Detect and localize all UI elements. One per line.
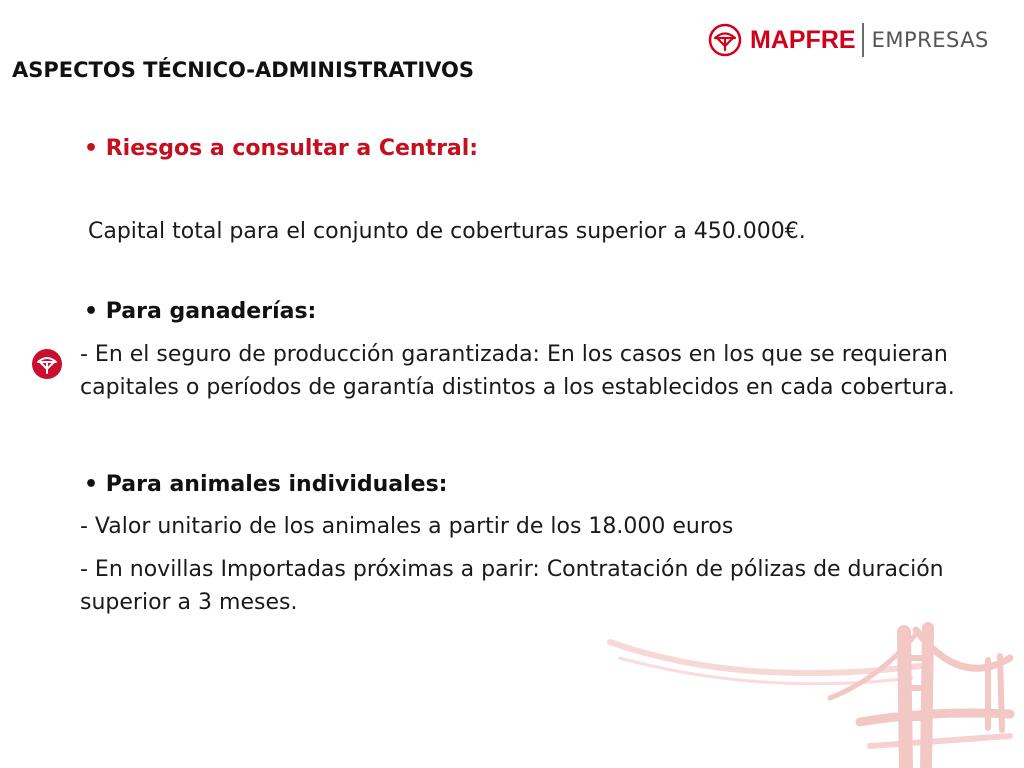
brand-subtitle: EMPRESAS (871, 28, 989, 52)
bridge-icon (590, 618, 1024, 768)
mapfre-tree-icon (31, 348, 63, 380)
section-text-valor-unitario: - Valor unitario de los animales a partir de los 18.000 euros (80, 514, 734, 539)
section-text-ganaderias: - En el seguro de producción garantizada: En los casos en los que se requieran capitales o períodos de garantía distintos a los establecidos en cada cobertura. (80, 342, 955, 400)
brand-name: MAPFRE (750, 26, 856, 54)
page-title: ASPECTOS TÉCNICO-ADMINISTRATIVOS (12, 58, 474, 82)
mapfre-tree-icon (708, 23, 742, 57)
company-logo (708, 22, 989, 58)
section-heading-central: • Riesgos a consultar a Central: (84, 136, 479, 161)
logo-divider (862, 23, 864, 57)
section-text-novillas: - En novillas Importadas próximas a parir: Contratación de pólizas de duración superior a 3 meses. (80, 557, 944, 615)
section-heading-ganaderias: • Para ganaderías: (84, 299, 317, 324)
section-heading-animales: • Para animales individuales: (84, 472, 448, 497)
section-text-central: Capital total para el conjunto de coberturas superior a 450.000€. (88, 219, 806, 244)
